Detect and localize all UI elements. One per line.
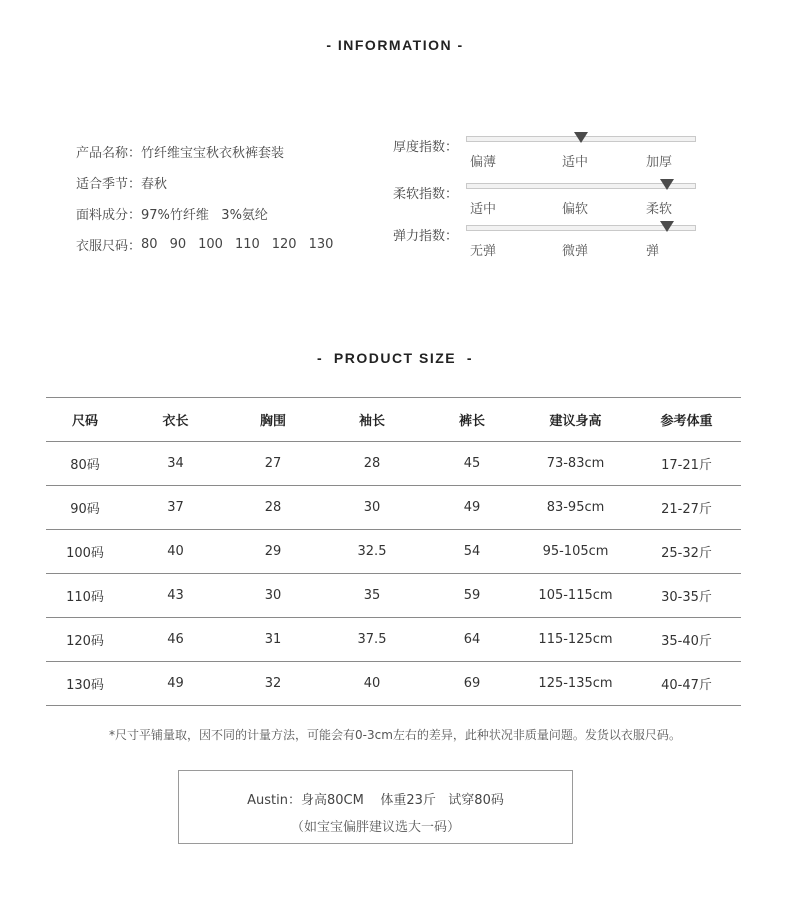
- index-ticks: [466, 198, 694, 216]
- table-cell: 46: [124, 618, 227, 662]
- column-header: 袖长: [319, 398, 425, 442]
- info-label: 适合季节：: [76, 177, 142, 192]
- softness-index: [393, 183, 703, 227]
- table-cell: 40-47斤: [632, 662, 741, 706]
- size-option: 130: [308, 237, 334, 252]
- index-tick-label: 加厚: [646, 155, 673, 170]
- table-cell: 64: [425, 618, 519, 662]
- table-cell: 80码: [46, 442, 124, 486]
- info-row-sizes: [76, 229, 345, 260]
- table-cell: 35: [319, 574, 425, 618]
- model-info-box: [178, 770, 573, 844]
- index-ticks: [466, 240, 694, 258]
- table-cell: 49: [124, 662, 227, 706]
- size-option: 110: [234, 237, 260, 252]
- index-bar: [466, 136, 696, 142]
- size-option: 80: [141, 237, 158, 252]
- index-bar: [466, 225, 696, 231]
- thickness-index: [393, 136, 703, 180]
- size-table: [46, 397, 741, 706]
- column-header: 衣长: [124, 398, 227, 442]
- index-marker-icon: [660, 179, 674, 190]
- product-size-heading: - PRODUCT SIZE -: [316, 350, 474, 366]
- table-header-row: [46, 398, 741, 442]
- size-option: 100: [198, 237, 223, 252]
- table-cell: 37: [124, 486, 227, 530]
- model-advice-text: （如宝宝偏胖建议选大一码）: [290, 820, 460, 835]
- table-cell: 30-35斤: [632, 574, 741, 618]
- info-value: 春秋: [141, 177, 168, 192]
- elasticity-index: [393, 225, 703, 269]
- model-fit-text: Austin：身高80CM 体重23斤 试穿80码: [247, 793, 504, 808]
- table-cell: 130码: [46, 662, 124, 706]
- table-cell: 27: [227, 442, 319, 486]
- index-tick-label: 偏薄: [470, 155, 497, 170]
- table-cell: 69: [425, 662, 519, 706]
- table-cell: 30: [319, 486, 425, 530]
- index-bar: [466, 183, 696, 189]
- table-cell: 32.5: [319, 530, 425, 574]
- size-option: 90: [169, 237, 187, 252]
- index-ticks: [466, 151, 694, 169]
- column-header: 建议身高: [519, 398, 632, 442]
- table-cell: 17-21斤: [632, 442, 741, 486]
- table-cell: 83-95cm: [519, 486, 632, 530]
- table-row: [46, 618, 741, 662]
- table-cell: 90码: [46, 486, 124, 530]
- index-tick-label: 偏软: [562, 202, 589, 217]
- index-tick-label: 适中: [470, 202, 497, 217]
- info-row-name: [76, 136, 345, 167]
- table-cell: 32: [227, 662, 319, 706]
- table-cell: 28: [319, 442, 425, 486]
- info-row-season: [76, 167, 345, 198]
- table-cell: 59: [425, 574, 519, 618]
- table-cell: 21-27斤: [632, 486, 741, 530]
- index-tick-label: 柔软: [646, 202, 673, 217]
- table-cell: 30: [227, 574, 319, 618]
- index-tick-label: 适中: [562, 155, 589, 170]
- info-label: 面料成分：: [76, 208, 142, 223]
- table-cell: 54: [425, 530, 519, 574]
- info-value: 97%竹纤维 3%氨纶: [141, 208, 268, 223]
- table-row: [46, 442, 741, 486]
- table-row: [46, 530, 741, 574]
- table-cell: 37.5: [319, 618, 425, 662]
- column-header: 裤长: [425, 398, 519, 442]
- table-row: [46, 574, 741, 618]
- table-cell: 25-32斤: [632, 530, 741, 574]
- index-tick-label: 微弹: [562, 244, 589, 259]
- table-cell: 105-115cm: [519, 574, 632, 618]
- table-row: [46, 486, 741, 530]
- column-header: 尺码: [46, 398, 124, 442]
- information-heading: - INFORMATION -: [326, 37, 464, 53]
- size-option: 120: [271, 237, 297, 252]
- info-label: 产品名称：: [76, 146, 142, 161]
- index-marker-icon: [574, 132, 588, 143]
- index-tick-label: 无弹: [470, 244, 497, 259]
- index-label: 厚度指数：: [393, 140, 459, 155]
- table-body: [46, 442, 741, 706]
- table-cell: 115-125cm: [519, 618, 632, 662]
- table-cell: 100码: [46, 530, 124, 574]
- table-cell: 120码: [46, 618, 124, 662]
- index-tick-label: 弹: [646, 244, 660, 259]
- product-info-list: [76, 136, 345, 260]
- info-row-fabric: [76, 198, 345, 229]
- table-cell: 95-105cm: [519, 530, 632, 574]
- index-label: 弹力指数：: [393, 229, 459, 244]
- info-value: 竹纤维宝宝秋衣秋裤套装: [141, 146, 285, 161]
- table-cell: 34: [124, 442, 227, 486]
- index-marker-icon: [660, 221, 674, 232]
- table-cell: 125-135cm: [519, 662, 632, 706]
- index-label: 柔软指数：: [393, 187, 459, 202]
- info-label: 衣服尺码：: [76, 239, 142, 254]
- table-row: [46, 662, 741, 706]
- size-list: [141, 237, 345, 252]
- table-cell: 43: [124, 574, 227, 618]
- measurement-note: *尺寸平铺量取，因不同的计量方法，可能会有0-3cm左右的差异，此种状况非质量问题。发货以衣服尺码。: [109, 728, 681, 742]
- table-cell: 40: [319, 662, 425, 706]
- table-cell: 73-83cm: [519, 442, 632, 486]
- table-cell: 49: [425, 486, 519, 530]
- column-header: 胸围: [227, 398, 319, 442]
- table-cell: 40: [124, 530, 227, 574]
- table-cell: 29: [227, 530, 319, 574]
- table-cell: 110码: [46, 574, 124, 618]
- table-cell: 35-40斤: [632, 618, 741, 662]
- table-cell: 31: [227, 618, 319, 662]
- table-cell: 45: [425, 442, 519, 486]
- table-cell: 28: [227, 486, 319, 530]
- column-header: 参考体重: [632, 398, 741, 442]
